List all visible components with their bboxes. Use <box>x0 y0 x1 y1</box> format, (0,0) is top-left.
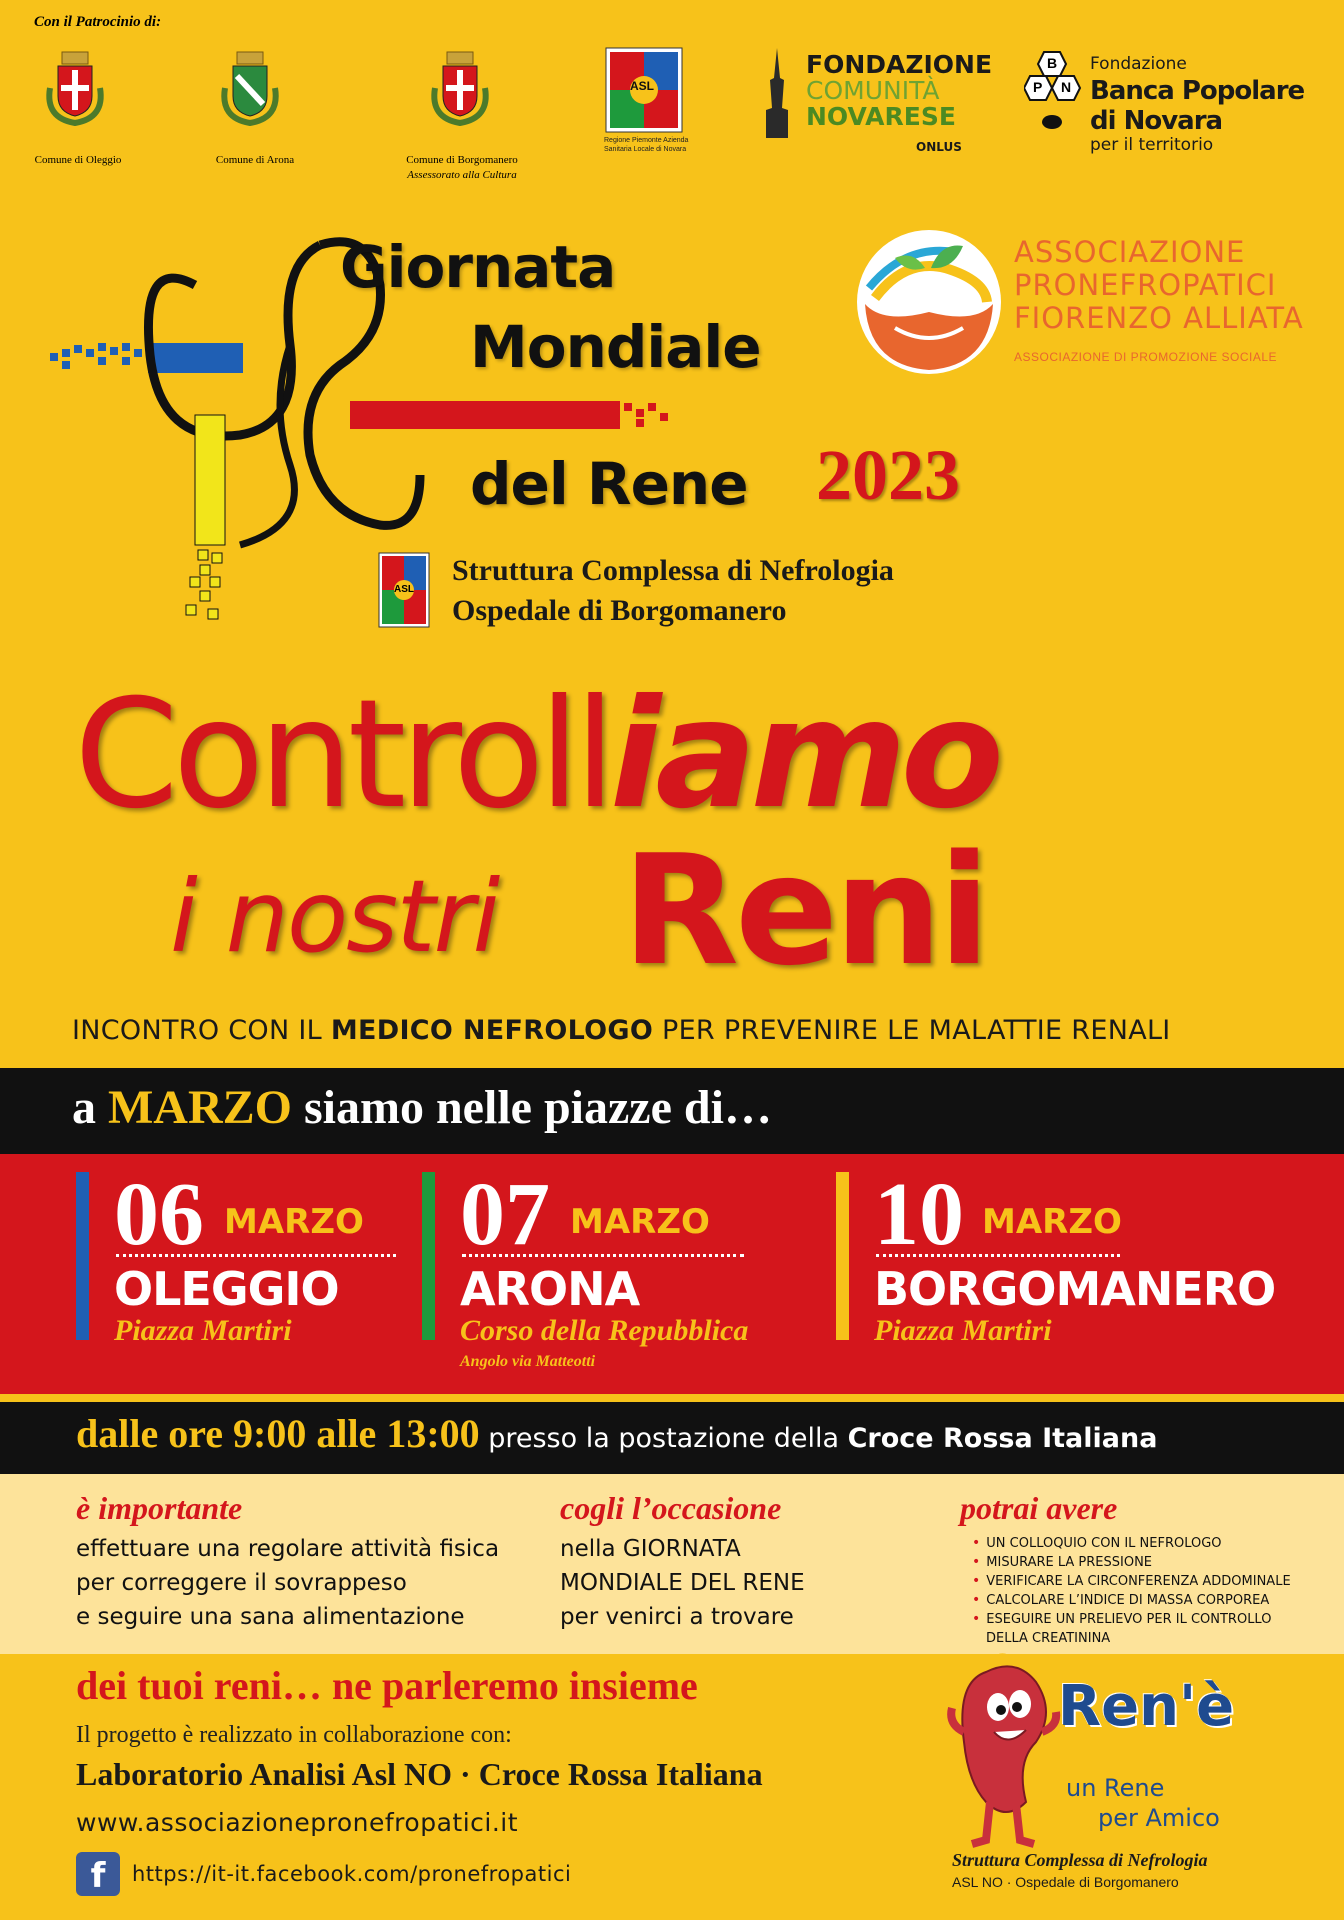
footer-tagline: dei tuoi reni… ne parleremo insieme <box>76 1663 698 1708</box>
date3-month: MARZO <box>982 1202 1122 1242</box>
cathedral-icon <box>762 48 792 138</box>
footer-project: Il progetto è realizzato in collaborazione con: <box>76 1722 512 1748</box>
hours-line <box>76 1410 1157 1457</box>
hours-time: dalle ore 9:00 alle 13:00 <box>76 1411 480 1456</box>
oleggio-crest-icon <box>40 48 110 128</box>
facebook-icon[interactable]: f <box>76 1852 120 1896</box>
fcn-line2: COMUNITÀ <box>806 76 940 105</box>
event-year: 2023 <box>816 435 960 515</box>
crest-caption-sub: Assessorato alla Cultura <box>407 169 517 181</box>
date1-month: MARZO <box>224 1202 364 1242</box>
bpn-line4: per il territorio <box>1090 135 1214 155</box>
footer-website-link[interactable]: www.associazionepronefropatici.it <box>76 1808 519 1837</box>
date3-day: 10 <box>874 1165 964 1264</box>
bpn-letter-n: N <box>1061 79 1072 95</box>
date-bar-blue <box>76 1172 89 1340</box>
date1-day: 06 <box>114 1165 204 1264</box>
kidney-mascot-icon <box>946 1652 1076 1852</box>
date2-day: 07 <box>460 1165 550 1264</box>
bpn-line2: Banca Popolare <box>1090 76 1305 106</box>
col3-item: • UN COLLOQUIO CON IL NEFROLOGO <box>972 1534 1291 1553</box>
col3-list <box>972 1534 1291 1648</box>
date2-city: ARONA <box>460 1262 640 1316</box>
col2-head: cogli l’occasione <box>560 1490 782 1526</box>
patronage-title: Con il Patrocinio di: <box>34 14 162 30</box>
hours-croce-rossa: Croce Rossa Italiana <box>847 1423 1158 1454</box>
col1-head: è importante <box>76 1490 243 1526</box>
asl-small-mark: ASL <box>394 584 414 595</box>
mascot-foot2: ASL NO · Ospedale di Borgomanero <box>952 1874 1179 1890</box>
struttura-line2: Ospedale di Borgomanero <box>452 594 787 627</box>
assoc-sub: ASSOCIAZIONE DI PROMOZIONE SOCIALE <box>1014 350 1278 364</box>
marzo-post: siamo nelle piazze di… <box>291 1081 772 1134</box>
col3-item: • CALCOLARE L’INDICE DI MASSA CORPOREA <box>972 1591 1291 1610</box>
date3-place: Piazza Martiri <box>874 1314 1052 1347</box>
bpn-letter-p: P <box>1033 79 1043 95</box>
fcn-line3: NOVARESE <box>806 102 956 131</box>
date3-city: BORGOMANERO <box>874 1262 1276 1316</box>
col3-item: • MISURARE LA PRESSIONE <box>972 1553 1291 1572</box>
bpn-letter-b: B <box>1047 55 1058 71</box>
date-bar-yellow <box>836 1172 849 1340</box>
col3-head: potrai avere <box>960 1490 1118 1526</box>
col2-line: nella GIORNATA <box>560 1536 741 1562</box>
assoc-line2: PRONEFROPATICI <box>1014 268 1277 302</box>
date1-city: OLEGGIO <box>114 1262 339 1316</box>
crest-caption: Comune di Borgomanero <box>406 154 518 166</box>
incontro-pre: INCONTRO CON IL <box>72 1015 331 1046</box>
date2-place-sub: Angolo via Matteotti <box>460 1353 596 1370</box>
date2-month: MARZO <box>570 1202 710 1242</box>
assoc-line3: FIORENZO ALLIATA <box>1014 301 1304 335</box>
marzo-line <box>72 1080 772 1135</box>
asl-mark: ASL <box>630 79 654 93</box>
fcn-line4: ONLUS <box>916 140 962 154</box>
footer-labs: Laboratorio Analisi Asl NO · Croce Rossa Italiana <box>76 1756 763 1792</box>
col1-body <box>76 1532 499 1634</box>
headline-reni: Reni <box>622 822 987 999</box>
headline-i-nostri: i nostri <box>170 858 499 975</box>
date1-divider <box>116 1254 396 1257</box>
col1-line: e seguire una sana alimentazione <box>76 1604 465 1630</box>
mascot-foot1: Struttura Complessa di Nefrologia <box>952 1850 1208 1870</box>
assoc-line1: ASSOCIAZIONE <box>1014 235 1246 269</box>
col3-item: • ESEGUIRE UN PRELIEVO PER IL CONTROLLO <box>972 1610 1291 1629</box>
date2-place: Corso della Repubblica <box>460 1314 749 1347</box>
col1-line: per correggere il sovrappeso <box>76 1570 407 1596</box>
event-title-line2: Mondiale <box>470 313 761 381</box>
crest-caption: Comune di Oleggio <box>34 154 122 166</box>
arona-crest-icon <box>215 48 285 128</box>
apple-kidney-logo-icon <box>855 228 1003 376</box>
headline-iamo: iamo <box>609 668 998 842</box>
headline-line1 <box>74 668 998 842</box>
hours-pre: presso la postazione della <box>479 1423 848 1454</box>
col2-line: MONDIALE DEL RENE <box>560 1570 805 1596</box>
marzo-pre: a <box>72 1081 108 1134</box>
incontro-line <box>72 1015 1171 1046</box>
event-title-line1: Giornata <box>340 233 616 301</box>
date3-divider <box>876 1254 1120 1257</box>
headline-controll: Controll <box>74 668 610 842</box>
borgomanero-crest-icon <box>425 48 495 128</box>
mascot-sub1: un Rene <box>1066 1774 1165 1802</box>
asl-caption: Regione Piemonte Azienda Sanitaria Locale di Novara <box>604 137 689 153</box>
marzo-highlight: MARZO <box>108 1081 292 1134</box>
mascot-sub2: per Amico <box>1098 1804 1220 1832</box>
date2-divider <box>462 1254 744 1257</box>
col1-line: effettuare una regolare attività fisica <box>76 1536 500 1562</box>
mascot-title: Ren'è <box>1058 1674 1235 1739</box>
col2-body <box>560 1532 805 1634</box>
incontro-bold: MEDICO NEFROLOGO <box>330 1015 654 1046</box>
struttura-line1: Struttura Complessa di Nefrologia <box>452 554 894 587</box>
footer-facebook-link[interactable]: https://it-it.facebook.com/pronefropatici <box>132 1862 572 1886</box>
col3-item: • VERIFICARE LA CIRCONFERENZA ADDOMINALE <box>972 1572 1291 1591</box>
event-title-line3: del Rene <box>470 450 748 518</box>
fcn-line1: FONDAZIONE <box>806 50 993 79</box>
col2-line: per venirci a trovare <box>560 1604 794 1630</box>
bpn-line3: di Novara <box>1090 106 1223 136</box>
date-bar-green <box>422 1172 435 1340</box>
bpn-line1: Fondazione <box>1090 54 1187 74</box>
incontro-post: PER PREVENIRE LE MALATTIE RENALI <box>653 1015 1171 1046</box>
date1-place: Piazza Martiri <box>114 1314 292 1347</box>
crest-caption: Comune di Arona <box>215 154 295 166</box>
col3-item: DELLA CREATININA <box>986 1631 1111 1646</box>
